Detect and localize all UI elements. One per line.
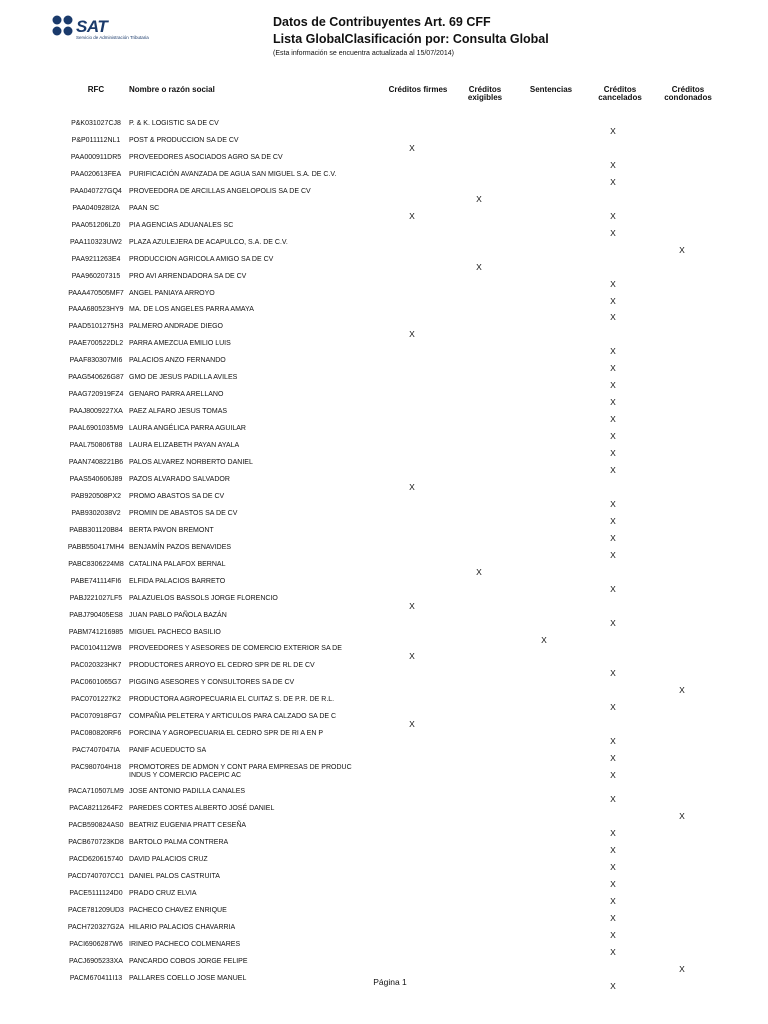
- table-row: [0, 474, 768, 491]
- rfc-cell: PAC070918FG7: [70, 713, 122, 721]
- table-row: [0, 593, 768, 610]
- rfc-cell: PAAL6901035M9: [68, 425, 124, 433]
- name-line: PORCINA Y AGROPECUARIA EL CEDRO SPR DE RI A EN P: [129, 730, 323, 738]
- page-subtitle: Lista GlobalClasificación por: Consulta Global: [273, 32, 549, 46]
- rfc-cell: PABJ221027LF5: [69, 594, 123, 602]
- table-row: [0, 643, 768, 660]
- table-row: [0, 820, 768, 837]
- logo-subtext: Servicio de Administración Tributaria: [76, 35, 149, 40]
- mark-cancelados: X: [610, 465, 616, 475]
- name-line: PRODUCCION AGRICOLA AMIGO SA DE CV: [129, 255, 274, 263]
- mark-cancelados: X: [610, 498, 616, 509]
- table-row: [0, 152, 768, 169]
- mark-condonados: X: [679, 244, 685, 255]
- name-line: MIGUEL PACHECO BASILIO: [129, 628, 221, 636]
- mark-cancelados: X: [610, 312, 616, 323]
- table-row: [0, 542, 768, 559]
- name-line: PROMIN DE ABASTOS SA DE CV: [129, 509, 238, 517]
- name-cell: [129, 747, 389, 755]
- sat-logo: [50, 14, 190, 44]
- name-cell: [129, 323, 389, 331]
- name-line: PAEZ ALFARO JESUS TOMAS: [129, 408, 228, 416]
- name-cell: [129, 764, 389, 780]
- mark-cancelados: X: [610, 946, 616, 957]
- name-cell: [129, 273, 389, 281]
- rfc-cell: PAA051206LZ0: [71, 221, 121, 229]
- name-cell: [129, 730, 389, 738]
- mark-condonados: X: [679, 685, 685, 696]
- name-cell: [129, 924, 389, 932]
- mark-cancelados: X: [610, 227, 616, 238]
- name-line: MA. DE LOS ANGELES PARRA AMAYA: [129, 306, 254, 314]
- mark-cancelados: X: [610, 210, 616, 221]
- name-line: PALAZUELOS BASSOLS JORGE FLORENCIO: [129, 594, 278, 602]
- name-cell: [129, 679, 389, 687]
- name-cell: [129, 510, 389, 518]
- name-cell: [129, 696, 389, 704]
- name-cell: [129, 561, 389, 569]
- table-row: [0, 854, 768, 871]
- rfc-cell: PABJ790405ES8: [69, 611, 123, 619]
- table-row: [0, 457, 768, 474]
- name-line: DANIEL PALOS CASTRUITA: [129, 872, 220, 880]
- mark-cancelados: X: [610, 702, 616, 713]
- mark-cancelados: X: [610, 753, 616, 764]
- name-cell: [129, 459, 389, 467]
- rfc-cell: P&K031027CJ8: [71, 120, 121, 127]
- column-header-sentencias: Sentencias: [529, 85, 573, 94]
- name-cell: [129, 822, 389, 830]
- name-cell: [129, 340, 389, 348]
- name-line: PRODUCTORES ARROYO EL CEDRO SPR DE RL DE CV: [129, 662, 315, 670]
- mark-firmes: X: [409, 481, 415, 492]
- table-row: [0, 491, 768, 508]
- column-header-firmes: Créditos firmes: [388, 85, 448, 94]
- name-cell: [129, 306, 389, 314]
- name-line: GENARO PARRA ARELLANO: [129, 391, 224, 399]
- rfc-cell: PAA040727GQ4: [70, 187, 122, 195]
- name-line: PACHECO CHAVEZ ENRIQUE: [129, 906, 227, 914]
- table-row: [0, 220, 768, 237]
- mark-firmes: X: [409, 329, 415, 340]
- mark-cancelados: X: [610, 295, 616, 306]
- name-cell: [129, 873, 389, 881]
- name-line: DAVID PALACIOS CRUZ: [129, 855, 208, 863]
- rfc-cell: PACA710507LM9: [68, 788, 124, 796]
- name-line: BERTA PAVON BREMONT: [129, 526, 214, 534]
- mark-cancelados: X: [610, 895, 616, 906]
- name-line: JUAN PABLO PAÑOLA BAZÁN: [129, 611, 227, 619]
- name-cell: [129, 256, 389, 264]
- mark-firmes: X: [409, 600, 415, 611]
- name-line: PAREDES CORTES ALBERTO JOSÉ DANIEL: [129, 805, 275, 813]
- mark-cancelados: X: [610, 397, 616, 408]
- name-cell: [129, 941, 389, 949]
- table-row: [0, 905, 768, 922]
- name-line: PARRA AMEZCUA EMILIO LUIS: [129, 340, 231, 348]
- mark-cancelados: X: [610, 583, 616, 594]
- name-cell: [129, 290, 389, 298]
- table-row: [0, 610, 768, 627]
- mark-cancelados: X: [610, 828, 616, 838]
- rfc-cell: PAC080820RF6: [70, 730, 122, 738]
- rfc-cell: P&P011112NL1: [71, 136, 121, 144]
- rfc-cell: PAA040928I2A: [72, 204, 120, 212]
- name-cell: [129, 391, 389, 399]
- update-note: (Esta información se encuentra actualizada al 15/07/2014): [273, 50, 454, 57]
- rfc-cell: PACE781209UD3: [68, 906, 124, 914]
- mark-cancelados: X: [610, 431, 616, 442]
- name-line: CATALINA PALAFOX BERNAL: [129, 560, 226, 568]
- table-row: [0, 169, 768, 186]
- name-cell: [129, 239, 389, 247]
- table-row: [0, 786, 768, 803]
- logo-text: SAT: [76, 17, 108, 36]
- table-row: [0, 304, 768, 321]
- column-header-cancelados: Créditos cancelados: [598, 85, 642, 102]
- name-line: COMPAÑIA PELETERA Y ARTICULOS PARA CALZADO SA DE C: [129, 713, 337, 721]
- mark-firmes: X: [409, 651, 415, 662]
- table-row: [0, 728, 768, 745]
- table-row: [0, 135, 768, 152]
- name-cell: [129, 137, 389, 145]
- name-line: PRADO CRUZ ELVIA: [129, 889, 197, 897]
- sat-logo-icon: [50, 14, 76, 42]
- mark-exigibles: X: [476, 566, 482, 577]
- table-row: [0, 711, 768, 728]
- mark-cancelados: X: [610, 736, 616, 747]
- table-row: [0, 423, 768, 440]
- mark-cancelados: X: [610, 380, 616, 391]
- rfc-cell: PACJ6905233XA: [69, 957, 123, 965]
- name-cell: [129, 839, 389, 847]
- table-row: [0, 237, 768, 254]
- name-cell: [129, 612, 389, 620]
- table-row: [0, 406, 768, 423]
- rfc-cell: PACI6906287W6: [69, 940, 123, 948]
- name-line: PRODUCTORA AGROPECUARIA EL CUITAZ S. DE P.R. DE R.L.: [129, 696, 335, 704]
- rfc-cell: PAC0601065G7: [70, 679, 122, 687]
- mark-cancelados: X: [610, 549, 616, 560]
- name-line: P. & K. LOGISTIC SA DE CV: [129, 120, 219, 127]
- name-cell: [129, 856, 389, 864]
- name-line: GMO DE JESUS PADILLA AVILES: [129, 374, 238, 382]
- name-line: PALOS ALVAREZ NORBERTO DANIEL: [129, 459, 253, 466]
- name-line: PIGGING ASESORES Y CONSULTORES SA DE CV: [129, 679, 295, 687]
- name-cell: [129, 662, 389, 670]
- name-line: BARTOLO PALMA CONTRERA: [129, 838, 229, 846]
- table-row: [0, 694, 768, 711]
- column-header-rfc: RFC: [87, 85, 105, 94]
- name-line: LAURA ANGÉLICA PARRA AGUILAR: [129, 425, 246, 433]
- rfc-cell: PACB670723KD8: [68, 838, 124, 846]
- rfc-cell: PAAJ8009227XA: [69, 408, 123, 416]
- table-row: [0, 186, 768, 203]
- table-row: [0, 525, 768, 542]
- rfc-cell: PABE741114FI6: [70, 577, 122, 585]
- rfc-cell: PAA960207315: [71, 272, 121, 280]
- rfc-cell: PABB550417MH4: [67, 543, 125, 551]
- table-row: [0, 389, 768, 406]
- rfc-cell: PAC020323HK7: [70, 662, 122, 670]
- rfc-cell: PAAG720919FZ4: [68, 391, 124, 399]
- rfc-cell: PACD740707CC1: [67, 872, 125, 880]
- mark-exigibles: X: [476, 193, 482, 204]
- mark-cancelados: X: [610, 861, 616, 872]
- mark-cancelados: X: [610, 912, 616, 923]
- table-row: [0, 677, 768, 694]
- table-row: [0, 837, 768, 854]
- rfc-cell: PAA020613FEA: [70, 170, 122, 178]
- table-row: [0, 203, 768, 220]
- mark-cancelados: X: [610, 617, 616, 628]
- rfc-cell: PAAN7408221B6: [68, 459, 124, 466]
- name-cell: [129, 425, 389, 433]
- name-cell: [129, 578, 389, 586]
- name-line: ELFIDA PALACIOS BARRETO: [129, 577, 226, 585]
- mark-cancelados: X: [610, 844, 616, 855]
- name-line: PROVEEDORES ASOCIADOS AGRO SA DE CV: [129, 153, 283, 161]
- rfc-cell: PABC8306224M8: [68, 560, 124, 568]
- mark-cancelados: X: [610, 532, 616, 543]
- name-line: PROVEEDORA DE ARCILLAS ANGELOPOLIS SA DE CV: [129, 187, 311, 195]
- table-row: [0, 271, 768, 288]
- mark-cancelados: X: [610, 176, 616, 187]
- mark-cancelados: X: [610, 159, 616, 170]
- rfc-cell: PAC0701227K2: [71, 696, 121, 704]
- table-row: [0, 118, 768, 135]
- name-line: PANIF ACUEDUCTO SA: [129, 747, 207, 755]
- table-row: [0, 762, 768, 779]
- rfc-cell: PAA9211263E4: [71, 255, 121, 263]
- name-cell: [129, 629, 389, 637]
- rfc-cell: PAC0104112W8: [70, 645, 122, 653]
- name-cell: [129, 544, 389, 552]
- mark-condonados: X: [679, 963, 685, 974]
- name-cell: [129, 595, 389, 603]
- table-row: [0, 576, 768, 593]
- rfc-cell: PACH720327G2A: [67, 923, 125, 931]
- name-line: PLAZA AZULEJERA DE ACAPULCO, S.A. DE C.V.: [129, 238, 288, 246]
- table-row: [0, 338, 768, 355]
- name-line: PANCARDO COBOS JORGE FELIPE: [129, 957, 248, 965]
- rfc-cell: PAB920508PX2: [70, 492, 122, 500]
- mark-cancelados: X: [610, 363, 616, 374]
- name-cell: [129, 493, 389, 501]
- mark-cancelados: X: [610, 126, 616, 136]
- name-line: JOSE ANTONIO PADILLA CANALES: [129, 788, 246, 796]
- name-cell: [129, 527, 389, 535]
- name-line: PROVEEDORES Y ASESORES DE COMERCIO EXTERIOR SA DE: [129, 645, 342, 653]
- name-cell: [129, 188, 389, 196]
- mark-cancelados: X: [610, 414, 616, 425]
- column-header-exigibles: Créditos exigibles: [467, 85, 503, 102]
- name-cell: [129, 890, 389, 898]
- table-row: [0, 440, 768, 457]
- mark-cancelados: X: [610, 878, 616, 889]
- table-row: [0, 508, 768, 525]
- mark-cancelados: X: [610, 448, 616, 459]
- rfc-cell: PAAA680523HY9: [68, 306, 124, 314]
- name-line: POST & PRODUCCION SA DE CV: [129, 136, 239, 144]
- mark-firmes: X: [409, 210, 415, 221]
- rfc-cell: PABB301120B84: [69, 526, 123, 534]
- table-row: [0, 288, 768, 305]
- table-row: [0, 355, 768, 372]
- mark-cancelados: X: [610, 346, 616, 357]
- table-row: [0, 372, 768, 389]
- name-line: PAAN SC: [129, 204, 160, 212]
- name-cell: [129, 713, 389, 721]
- mark-condonados: X: [679, 811, 685, 822]
- table-row: [0, 939, 768, 956]
- table-row: [0, 627, 768, 644]
- name-cell: [129, 805, 389, 813]
- name-cell: [129, 120, 389, 128]
- mark-sentencias: X: [541, 634, 547, 645]
- name-cell: [129, 476, 389, 484]
- rfc-cell: PAA000911DR5: [70, 153, 122, 161]
- name-line: PROMO ABASTOS SA DE CV: [129, 492, 225, 500]
- mark-firmes: X: [409, 719, 415, 730]
- table-row: [0, 922, 768, 939]
- rfc-cell: PAAG540626G87: [68, 374, 124, 382]
- name-line: PALLARES COELLO JOSE MANUEL: [129, 974, 247, 982]
- name-cell: [129, 907, 389, 915]
- table-row: [0, 745, 768, 762]
- mark-cancelados: X: [610, 794, 616, 805]
- name-cell: [129, 645, 389, 653]
- rfc-cell: PAAE700522DL2: [68, 340, 124, 348]
- table-row: [0, 871, 768, 888]
- name-cell: [129, 154, 389, 162]
- name-cell: [129, 357, 389, 365]
- name-line: HILARIO PALACIOS CHAVARRIA: [129, 923, 236, 931]
- name-line: PROMOTORES DE ADMON Y CONT PARA EMPRESAS DE PRODUC: [129, 764, 352, 772]
- mark-exigibles: X: [476, 261, 482, 272]
- rfc-cell: PAAA470505MF7: [68, 289, 124, 297]
- rfc-cell: PAA110323UW2: [70, 238, 122, 246]
- name-line: IRINEO PACHECO COLMENARES: [129, 940, 241, 948]
- rfc-cell: PABM741216985: [68, 628, 124, 636]
- rfc-cell: PACB590824AS0: [68, 822, 124, 829]
- column-header-condonados: Créditos condonados: [664, 85, 712, 102]
- table-row: [0, 803, 768, 820]
- mark-cancelados: X: [610, 929, 616, 940]
- table-row: [0, 254, 768, 271]
- name-cell: [129, 442, 389, 450]
- rfc-cell: PAAF830307MI6: [69, 357, 123, 365]
- name-cell: [129, 958, 389, 966]
- rfc-cell: PAAS540606J89: [69, 475, 123, 483]
- name-line: BENJAMÍN PAZOS BENAVIDES: [129, 543, 232, 551]
- mark-cancelados: X: [610, 668, 616, 679]
- rfc-cell: PAAL750806T88: [69, 442, 123, 450]
- name-cell: [129, 222, 389, 230]
- name-line: PALACIOS ANZO FERNANDO: [129, 357, 226, 365]
- rfc-cell: PAC980704H18: [70, 764, 122, 772]
- name-line: PAZOS ALVARADO SALVADOR: [129, 475, 230, 483]
- table-row: [0, 888, 768, 905]
- mark-cancelados: X: [610, 980, 616, 991]
- table-row: [0, 956, 768, 973]
- rfc-cell: PAC7407047IA: [72, 747, 120, 755]
- name-cell: [129, 408, 389, 416]
- name-cell: [129, 171, 389, 179]
- name-cell: [129, 205, 389, 213]
- name-line: PURIFICACIÓN AVANZADA DE AGUA SAN MIGUEL S.A. DE C.V.: [129, 170, 337, 178]
- name-cell: [129, 788, 389, 796]
- rfc-cell: PACD620615740: [69, 855, 123, 863]
- mark-cancelados: X: [610, 278, 616, 289]
- name-cell: [129, 374, 389, 382]
- rfc-cell: PACA8211264F2: [69, 805, 123, 813]
- mark-firmes: X: [409, 142, 415, 153]
- name-line: LAURA ELIZABETH PAYAN AYALA: [129, 442, 240, 450]
- column-header-nombre: Nombre o razón social: [129, 85, 215, 94]
- page-number: Página 1: [373, 977, 407, 987]
- rfc-cell: PACE5111124D0: [69, 889, 123, 897]
- table-row: [0, 559, 768, 576]
- page-title: Datos de Contribuyentes Art. 69 CFF: [273, 15, 491, 29]
- name-line: PALMERO ANDRADE DIEGO: [129, 323, 224, 331]
- name-line: ANGEL PANIAYA ARROYO: [129, 289, 215, 297]
- rfc-cell: PAAD5101275H3: [68, 323, 124, 331]
- table-row: [0, 321, 768, 338]
- mark-cancelados: X: [610, 770, 616, 781]
- rfc-cell: PAB9302038V2: [71, 509, 121, 517]
- mark-cancelados: X: [610, 515, 616, 526]
- table-row: [0, 660, 768, 677]
- name-line-2: INDUS Y COMERCIO PACEPIC AC: [129, 772, 242, 780]
- name-line: PRO AVI ARRENDADORA SA DE CV: [129, 272, 247, 280]
- rfc-cell: PACM670411I13: [69, 974, 123, 982]
- name-line: BEATRIZ EUGENIA PRATT CESEÑA: [129, 822, 247, 829]
- name-line: PIA AGENCIAS ADUANALES SC: [129, 221, 234, 229]
